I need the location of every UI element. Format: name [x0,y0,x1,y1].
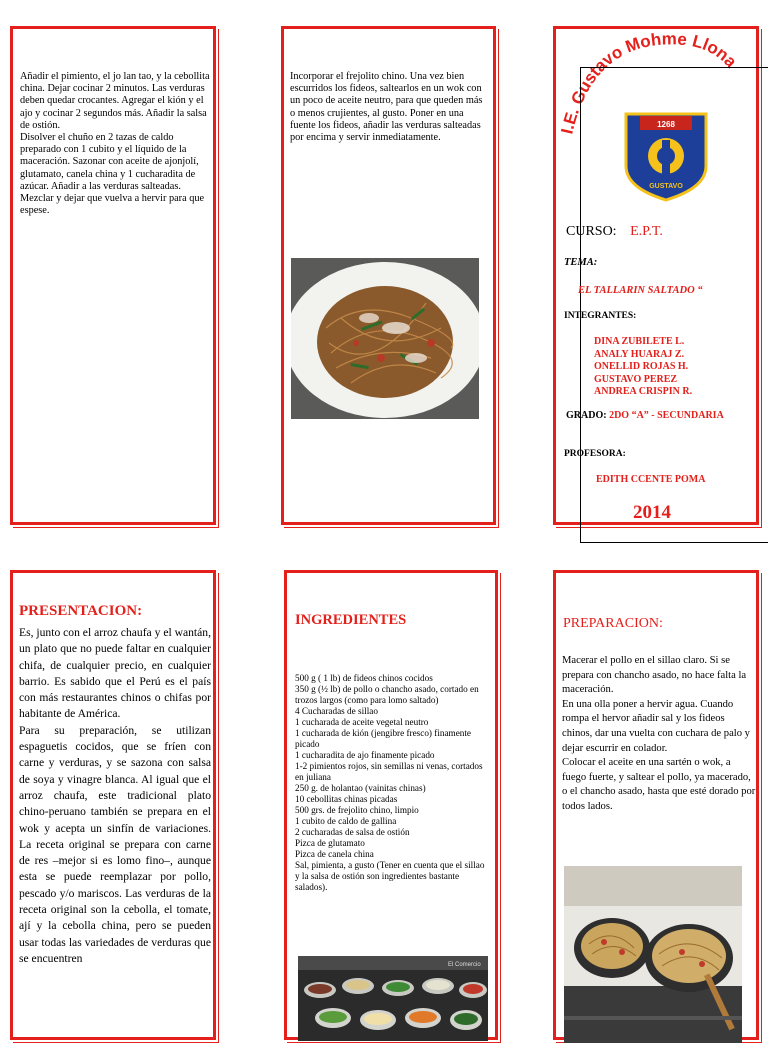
ingredient-item: 500 grs. de frejolito chino, limpio [295,805,419,815]
presentacion-title: PRESENTACION: [19,603,143,619]
photo-caption: El Comercio [448,962,481,968]
course-value: E.P.T. [630,224,663,239]
panel-ingredientes [284,570,498,1040]
recipe-continued-text: Añadir el pimiento, el jo lan tao, y la cebollita china. Dejar cocinar 2 minutos. Las verduras deben quedar crocantes. Agregar el kión y el ajo y cocinar 2 segundos más. Añadir la salsa de ostión. Disolver el chuño en 2 tazas de caldo preparado con 1 cubito y el líquido de la maceración. Sazonar con aceite de ajonjolí, glutamato, canela china y 1 cucharadita de azúcar. Añadir a las verduras salteadas. Mezclar y dejar que vuelva a hervir para que espese. [20,71,210,217]
grado-line [566,410,724,421]
school-name: I.E. Gustavo Mohme Llona [557,29,741,136]
crest-text: GUSTAVO [649,183,683,190]
ingredient-item: 350 g (½ lb) de pollo o chancho asado, cortado en trozos largos (como para lomo saltado) [295,684,479,705]
members-list [594,336,692,399]
ingredients-list [295,673,490,893]
presentacion-paragraph-1: Es, junto con el arroz chaufa y el wantán, un plato que no puede faltar en cualquier chifa, de cualquier precio, en cualquier barrio. Es sabido que el Perú es el país con más restaurantes chinos o chifas por habitante de América. [19,626,211,721]
ingredient-item: 1 cucharadita de ajo finamente picado [295,750,435,760]
panel-preparacion [553,570,759,1040]
cooking-photo [564,866,742,1043]
ingredients-bowls-image [298,956,488,1041]
profesora-label: PROFESORA: [564,449,626,459]
profesora-value: EDITH CCENTE POMA [596,474,706,485]
integrantes-label: INTEGRANTES: [564,311,637,321]
tallarin-plate-image [291,258,479,419]
ingredient-item: 500 g ( 1 lb) de fideos chinos cocidos [295,673,433,683]
wok-cooking-image [564,866,742,1043]
ingredient-item: 1 cucharada de aceite vegetal neutro [295,717,429,727]
member-item: ONELLID ROJAS H. [594,361,689,372]
preparacion-title: PREPARACION: [563,616,663,631]
tallarin-dish-photo [291,258,479,419]
grado-label: GRADO: [566,410,607,421]
ingredient-item: 4 Cucharadas de sillao [295,706,378,716]
member-item: ANALY HUARAJ Z. [594,348,685,360]
panel-presentacion [10,570,216,1040]
recipe-final-text: Incorporar el frejolito chino. Una vez bien escurridos los fideos, saltearlos en un wok con un poco de aceite neutro, para que queden más o menos crujientes, al gusto. Poner en una fuente los fideos, añadir las verduras salteadas por encima y servir inmediatamente. [290,71,483,144]
ingredient-item: 250 g. de holantao (vainitas chinas) [295,783,426,793]
preparacion-text: Macerar el pollo en el sillao claro. Si se prepara con chancho asado, no hace falta la maceración. En una olla poner a hervir agua. Cuando rompa el hervor añadir sal y los fideos chinos, dar una vuelta con cuchara de palo y dejar escurrir en colador. Colocar el aceite en una sartén o wok, a fuego fuerte, y saltear el pollo, ya macerado, o el chancho asado, hasta que esté dorado por todos lados. [562,655,756,812]
grado-value: 2DO “A” - SECUNDARIA [609,410,724,421]
course-line [566,224,663,240]
year: 2014 [633,502,671,523]
ingredient-item: Pizca de canela china [295,849,374,859]
ingredient-item: 1 cucharada de kión (jengibre fresco) finamente picado [295,728,472,749]
ingredient-item: 1 cubito de caldo de gallina [295,816,397,826]
ingredient-item: 2 cucharadas de salsa de ostión [295,827,410,837]
school-crest-icon [618,108,714,204]
ingredient-item: 1-2 pimientos rojos, sin semillas ni venas, cortados en juliana [295,761,483,782]
member-item: DINA ZUBILETE L. [594,336,685,347]
member-item: ANDREA CRISPIN R. [594,386,693,397]
ingredientes-title: INGREDIENTES [295,612,407,628]
presentacion-paragraph-2: Para su preparación, se utilizan espaguetis cocidos, que se fríen con carne y verduras, y se sazona con salsa de soya y vinagre blanca. Al igual que el arroz chaufa, este tradicional plato chino-peruano también se prepara en el wok y acepta un sinfín de variaciones. La receta original se prepara con carne de res –mejor si es lomo fino–, aunque esta se puede reemplazar por pollo, pescado y/o mariscos. Las verduras de la receta original son la cebolla, el tomate, ají y la cebolla china, pero se pueden usar todas las variedades de verduras que se encuentren [19,723,211,965]
tema-value: EL TALLARIN SALTADO “ [578,285,703,296]
ingredient-item: 10 cebollitas chinas picadas [295,794,398,804]
member-item: GUSTAVO PEREZ [594,373,678,385]
crest-number: 1268 [657,120,675,129]
panel-cover [553,26,759,525]
panel-recipe-final [281,26,496,525]
presentacion-body [19,625,211,967]
ingredient-item: Sal, pimienta, a gusto (Tener en cuenta que el sillao y la salsa de ostión son ingredientes bastante salados). [295,860,485,892]
course-label: CURSO: [566,224,617,239]
ingredients-photo [298,956,488,1041]
panel-recipe-continued [10,26,216,525]
tema-label: TEMA: [564,257,598,268]
ingredient-item: Pizca de glutamato [295,838,365,848]
